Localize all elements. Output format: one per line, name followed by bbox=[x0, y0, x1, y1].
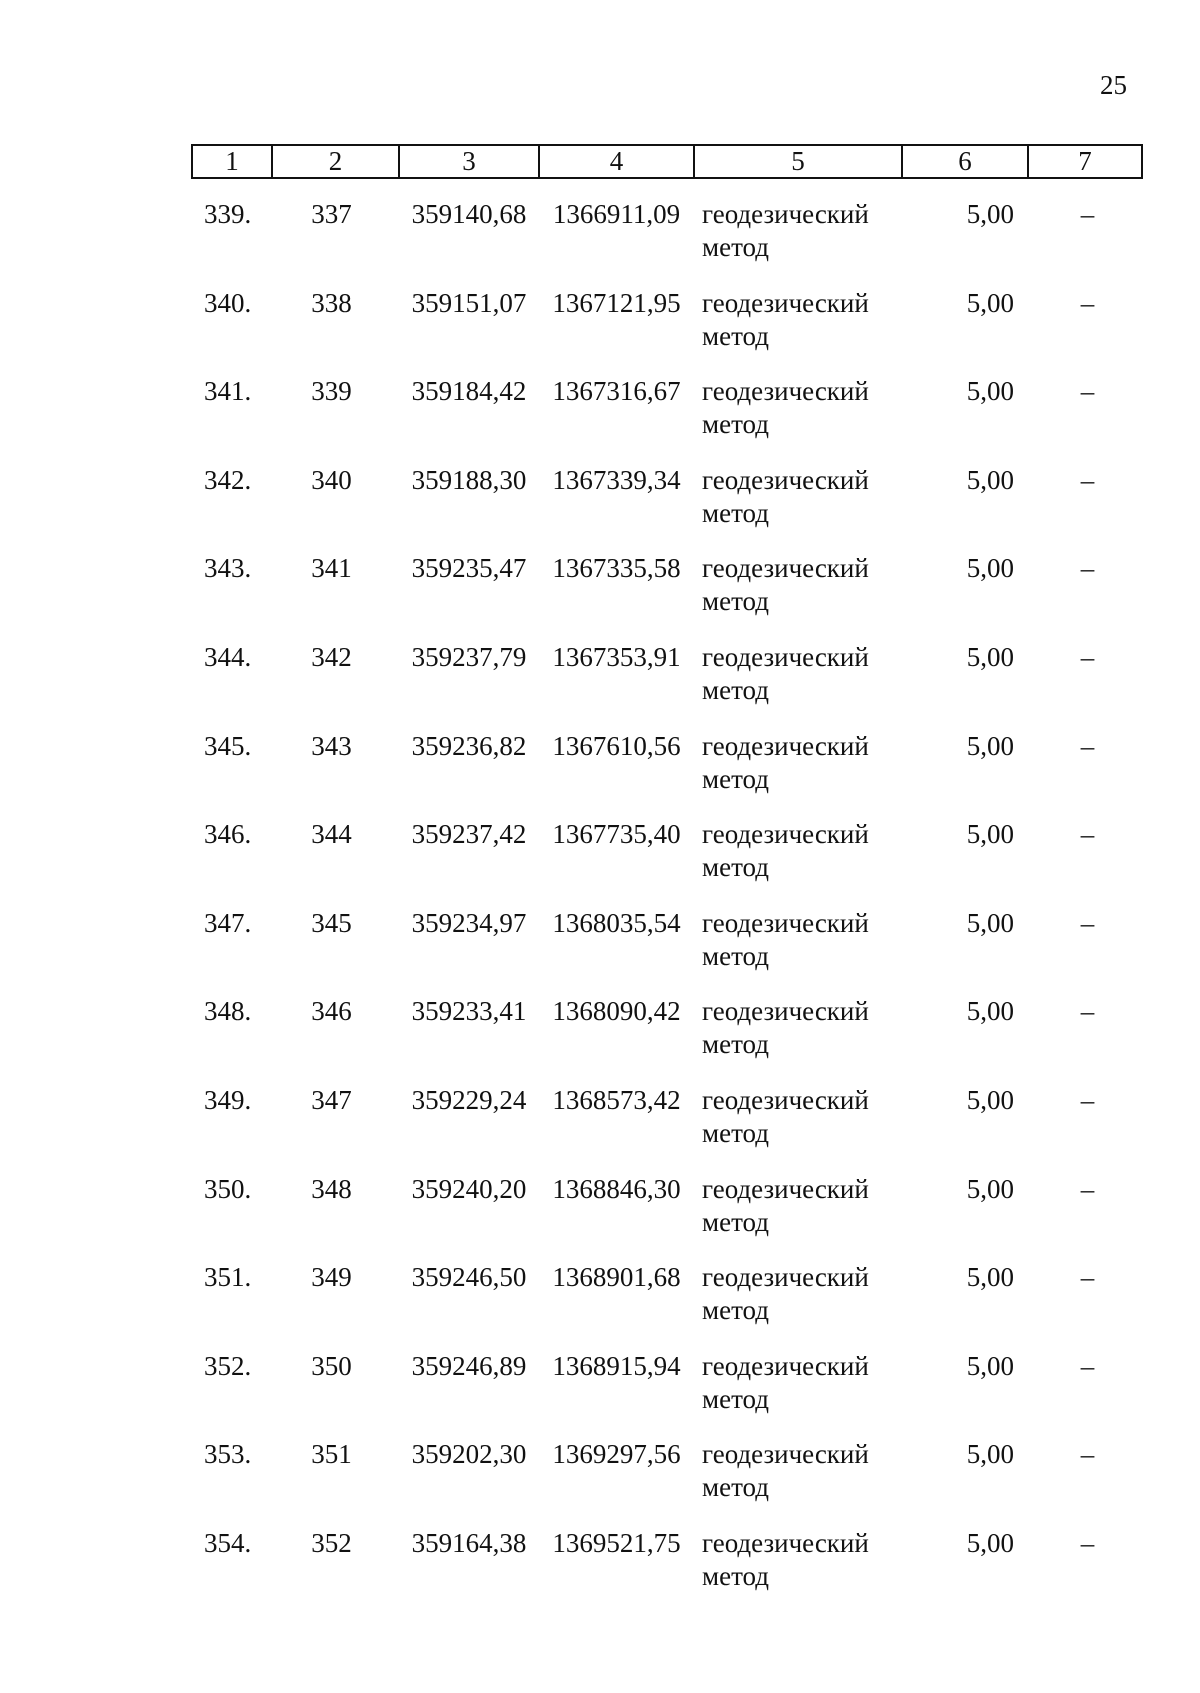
column-header-1: 1 bbox=[192, 145, 272, 178]
coordinate-y-cell: 1367735,40 bbox=[552, 819, 681, 850]
coordinate-x-cell: 359235,47 bbox=[411, 553, 527, 584]
accuracy-cell: 5,00 bbox=[966, 1173, 1014, 1204]
method-line-2: метод bbox=[702, 1560, 769, 1591]
point-number-cell: 352 bbox=[311, 1527, 352, 1558]
accuracy-cell: 5,00 bbox=[966, 199, 1014, 229]
method-line-1: геодезический bbox=[702, 819, 869, 850]
accuracy-cell: 5,00 bbox=[966, 1439, 1014, 1470]
accuracy-cell: 5,00 bbox=[966, 464, 1014, 495]
point-number-cell: 346 bbox=[311, 996, 352, 1027]
note-cell: – bbox=[1080, 287, 1095, 318]
accuracy-cell: 5,00 bbox=[966, 996, 1014, 1027]
method-line-1: геодезический bbox=[702, 199, 869, 229]
coordinate-x-cell: 359184,42 bbox=[411, 376, 527, 407]
method-cell bbox=[694, 1261, 902, 1350]
note-cell: – bbox=[1080, 1350, 1095, 1381]
accuracy-cell: 5,00 bbox=[966, 1084, 1014, 1115]
method-line-2: метод bbox=[702, 232, 769, 262]
point-number-cell: 340 bbox=[311, 464, 352, 495]
row-number-cell: 347. bbox=[204, 907, 252, 938]
point-number-cell: 345 bbox=[311, 907, 352, 938]
table-row bbox=[192, 907, 1142, 996]
note-cell: – bbox=[1080, 553, 1095, 584]
method-cell bbox=[694, 730, 902, 819]
coordinates-table bbox=[191, 144, 1143, 1616]
note-cell: – bbox=[1080, 1173, 1095, 1204]
row-number-cell: 339. bbox=[204, 199, 252, 229]
table-body bbox=[192, 198, 1142, 1616]
point-number-cell: 337 bbox=[311, 199, 352, 229]
row-number-cell: 351. bbox=[204, 1262, 252, 1293]
column-header-2: 2 bbox=[272, 145, 399, 178]
method-line-2: метод bbox=[702, 763, 769, 794]
accuracy-cell: 5,00 bbox=[966, 1262, 1014, 1293]
accuracy-cell: 5,00 bbox=[966, 907, 1014, 938]
method-cell bbox=[694, 198, 902, 287]
coordinate-y-cell: 1368846,30 bbox=[552, 1173, 681, 1204]
method-line-1: геодезический bbox=[702, 641, 869, 672]
table-header bbox=[192, 145, 1142, 178]
row-number-cell: 348. bbox=[204, 996, 252, 1027]
note-cell: – bbox=[1080, 1084, 1095, 1115]
method-line-2: метод bbox=[702, 1295, 769, 1326]
method-line-1: геодезический bbox=[702, 907, 869, 938]
header-row bbox=[192, 145, 1142, 178]
accuracy-cell: 5,00 bbox=[966, 641, 1014, 672]
accuracy-cell: 5,00 bbox=[966, 1527, 1014, 1558]
column-header-7: 7 bbox=[1028, 145, 1142, 178]
point-number-cell: 348 bbox=[311, 1173, 352, 1204]
row-number-cell: 353. bbox=[204, 1439, 252, 1470]
note-cell: – bbox=[1080, 907, 1095, 938]
method-line-1: геодезический bbox=[702, 996, 869, 1027]
method-line-2: метод bbox=[702, 852, 769, 883]
table-row bbox=[192, 1438, 1142, 1527]
method-line-2: метод bbox=[702, 320, 769, 351]
method-cell bbox=[694, 464, 902, 553]
table-row bbox=[192, 375, 1142, 464]
method-line-2: метод bbox=[702, 674, 769, 705]
coordinate-x-cell: 359188,30 bbox=[411, 464, 527, 495]
coordinate-x-cell: 359237,79 bbox=[411, 641, 527, 672]
row-number-cell: 343. bbox=[204, 553, 252, 584]
row-number-cell: 349. bbox=[204, 1084, 252, 1115]
method-cell bbox=[694, 1173, 902, 1262]
table-row bbox=[192, 995, 1142, 1084]
coordinate-y-cell: 1367335,58 bbox=[552, 553, 681, 584]
point-number-cell: 349 bbox=[311, 1262, 352, 1293]
accuracy-cell: 5,00 bbox=[966, 553, 1014, 584]
coordinate-y-cell: 1368915,94 bbox=[552, 1350, 681, 1381]
table-row bbox=[192, 1173, 1142, 1262]
table-row bbox=[192, 1084, 1142, 1173]
coordinate-y-cell: 1368090,42 bbox=[552, 996, 681, 1027]
table-row bbox=[192, 287, 1142, 376]
point-number-cell: 338 bbox=[311, 287, 352, 318]
accuracy-cell: 5,00 bbox=[966, 1350, 1014, 1381]
row-number-cell: 346. bbox=[204, 819, 252, 850]
page-number: 25 bbox=[1100, 70, 1127, 100]
note-cell: – bbox=[1080, 996, 1095, 1027]
table-row bbox=[192, 1261, 1142, 1350]
table-row bbox=[192, 1350, 1142, 1439]
method-line-1: геодезический bbox=[702, 1262, 869, 1293]
table-row bbox=[192, 818, 1142, 907]
column-header-4: 4 bbox=[539, 145, 694, 178]
table-row bbox=[192, 1527, 1142, 1616]
table-row bbox=[192, 641, 1142, 730]
point-number-cell: 350 bbox=[311, 1350, 352, 1381]
method-cell bbox=[694, 1438, 902, 1527]
point-number-cell: 342 bbox=[311, 641, 352, 672]
method-cell bbox=[694, 1350, 902, 1439]
method-cell bbox=[694, 552, 902, 641]
coordinate-x-cell: 359246,89 bbox=[411, 1350, 527, 1381]
coordinate-x-cell: 359229,24 bbox=[411, 1084, 527, 1115]
note-cell: – bbox=[1080, 1262, 1095, 1293]
point-number-cell: 351 bbox=[311, 1439, 352, 1470]
method-line-1: геодезический bbox=[702, 553, 869, 584]
coordinate-y-cell: 1369521,75 bbox=[552, 1527, 681, 1558]
coordinate-x-cell: 359237,42 bbox=[411, 819, 527, 850]
coordinate-x-cell: 359202,30 bbox=[411, 1439, 527, 1470]
method-line-2: метод bbox=[702, 1383, 769, 1414]
coordinate-y-cell: 1367316,67 bbox=[552, 376, 681, 407]
method-line-1: геодезический bbox=[702, 1173, 869, 1204]
method-line-1: геодезический bbox=[702, 376, 869, 407]
method-line-2: метод bbox=[702, 409, 769, 440]
column-header-6: 6 bbox=[902, 145, 1028, 178]
method-line-2: метод bbox=[702, 1029, 769, 1060]
accuracy-cell: 5,00 bbox=[966, 376, 1014, 407]
coordinate-y-cell: 1366911,09 bbox=[552, 199, 681, 229]
coordinate-y-cell: 1369297,56 bbox=[552, 1439, 681, 1470]
method-cell bbox=[694, 995, 902, 1084]
method-line-2: метод bbox=[702, 1117, 769, 1148]
table-row bbox=[192, 552, 1142, 641]
note-cell: – bbox=[1080, 376, 1095, 407]
method-line-1: геодезический bbox=[702, 464, 869, 495]
coordinate-x-cell: 359240,20 bbox=[411, 1173, 527, 1204]
method-line-1: геодезический bbox=[702, 1084, 869, 1115]
coordinate-y-cell: 1367610,56 bbox=[552, 730, 681, 761]
coordinate-y-cell: 1367353,91 bbox=[552, 641, 681, 672]
method-cell bbox=[694, 818, 902, 907]
point-number-cell: 341 bbox=[311, 553, 352, 584]
coordinate-y-cell: 1367121,95 bbox=[552, 287, 681, 318]
row-number-cell: 340. bbox=[204, 287, 252, 318]
method-cell bbox=[694, 287, 902, 376]
coordinate-y-cell: 1368035,54 bbox=[552, 907, 681, 938]
method-line-1: геодезический bbox=[702, 1439, 869, 1470]
method-cell bbox=[694, 375, 902, 464]
method-cell bbox=[694, 907, 902, 996]
table-row bbox=[192, 464, 1142, 553]
row-number-cell: 354. bbox=[204, 1527, 252, 1558]
row-number-cell: 350. bbox=[204, 1173, 252, 1204]
point-number-cell: 339 bbox=[311, 376, 352, 407]
accuracy-cell: 5,00 bbox=[966, 819, 1014, 850]
note-cell: – bbox=[1080, 819, 1095, 850]
coordinate-x-cell: 359246,50 bbox=[411, 1262, 527, 1293]
note-cell: – bbox=[1080, 730, 1095, 761]
point-number-cell: 347 bbox=[311, 1084, 352, 1115]
coordinate-x-cell: 359234,97 bbox=[411, 907, 527, 938]
method-line-2: метод bbox=[702, 586, 769, 617]
point-number-cell: 343 bbox=[311, 730, 352, 761]
note-cell: – bbox=[1080, 199, 1095, 229]
coordinate-x-cell: 359151,07 bbox=[411, 287, 527, 318]
table-row bbox=[192, 198, 1142, 287]
row-number-cell: 345. bbox=[204, 730, 252, 761]
accuracy-cell: 5,00 bbox=[966, 287, 1014, 318]
note-cell: – bbox=[1080, 1527, 1095, 1558]
method-line-1: геодезический bbox=[702, 730, 869, 761]
row-number-cell: 352. bbox=[204, 1350, 252, 1381]
coordinate-x-cell: 359233,41 bbox=[411, 996, 527, 1027]
row-number-cell: 341. bbox=[204, 376, 252, 407]
method-line-2: метод bbox=[702, 1472, 769, 1503]
coordinate-x-cell: 359164,38 bbox=[411, 1527, 527, 1558]
coordinate-y-cell: 1368573,42 bbox=[552, 1084, 681, 1115]
note-cell: – bbox=[1080, 641, 1095, 672]
method-line-1: геодезический bbox=[702, 1527, 869, 1558]
row-number-cell: 342. bbox=[204, 464, 252, 495]
coordinate-y-cell: 1367339,34 bbox=[552, 464, 681, 495]
coordinate-y-cell: 1368901,68 bbox=[552, 1262, 681, 1293]
method-line-2: метод bbox=[702, 1206, 769, 1237]
coordinate-x-cell: 359140,68 bbox=[411, 199, 527, 229]
accuracy-cell: 5,00 bbox=[966, 730, 1014, 761]
method-cell bbox=[694, 641, 902, 730]
column-header-5: 5 bbox=[694, 145, 902, 178]
row-number-cell: 344. bbox=[204, 641, 252, 672]
method-cell bbox=[694, 1527, 902, 1616]
method-line-1: геодезический bbox=[702, 1350, 869, 1381]
table-row bbox=[192, 730, 1142, 819]
method-line-1: геодезический bbox=[702, 287, 869, 318]
method-line-2: метод bbox=[702, 940, 769, 971]
note-cell: – bbox=[1080, 1439, 1095, 1470]
column-header-3: 3 bbox=[399, 145, 539, 178]
method-line-2: метод bbox=[702, 497, 769, 528]
note-cell: – bbox=[1080, 464, 1095, 495]
coordinate-x-cell: 359236,82 bbox=[411, 730, 527, 761]
method-cell bbox=[694, 1084, 902, 1173]
point-number-cell: 344 bbox=[311, 819, 352, 850]
